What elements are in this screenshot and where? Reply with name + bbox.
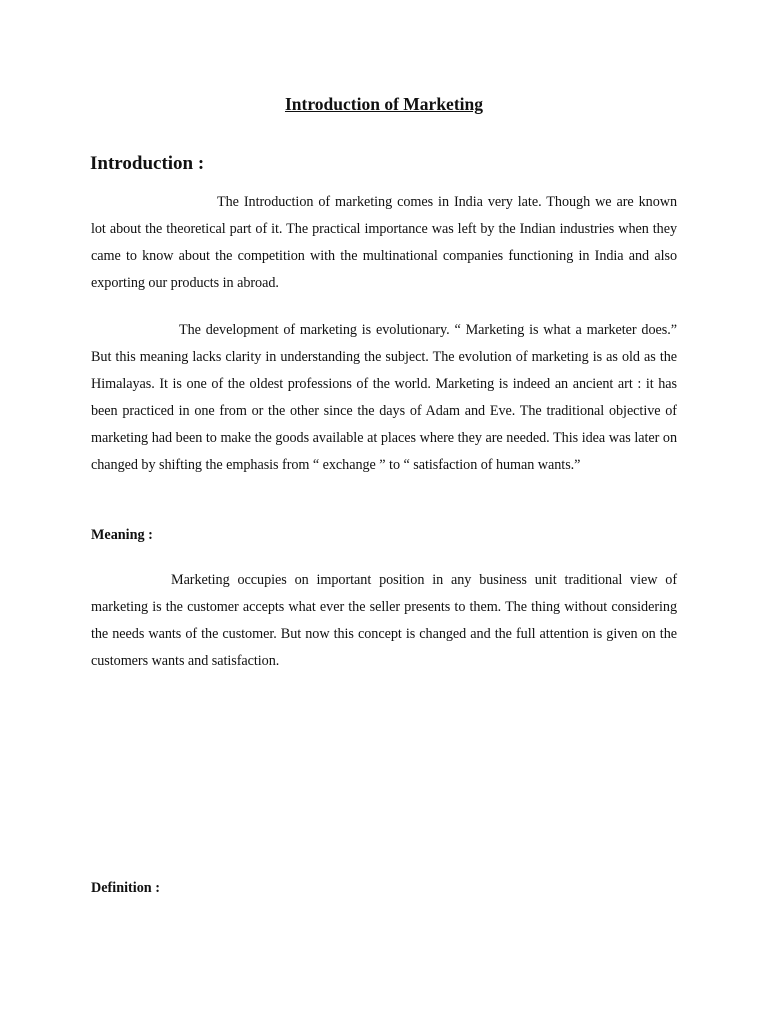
meaning-paragraph: Marketing occupies on important position in any business unit traditional view of marketing is the customer accepts what ever the seller presents to them. The thing without considering the needs wants of the customer. But now this concept is changed and the full attention is given on the customers wants and satisfaction. [91,572,677,669]
introduction-paragraph-1: The Introduction of marketing comes in India very late. Though we are known lot about the theoretical part of it. The practical importance was left by the Indian industries when they came to know about the competition with the multinational companies functioning in India and also exporting our products in abroad. [91,194,677,291]
introduction-heading: Introduction : [90,153,205,174]
meaning-heading: Meaning : [91,527,153,543]
introduction-paragraph-2: The development of marketing is evolutionary. “ Marketing is what a marketer does.” But this meaning lacks clarity in understanding the subject. The evolution of marketing is as old as the Himalayas. It is one of the oldest professions of the world. Marketing is indeed an ancient art : it has been practiced in one from or the other since the days of Adam and Eve. The traditional objective of marketing had been to make the goods available at places where they are needed. This idea was later on changed by shifting the emphasis from “ exchange ” to “ satisfaction of human wants.” [91,322,677,473]
definition-heading: Definition : [91,880,160,896]
document-title: Introduction of Marketing [284,94,483,114]
